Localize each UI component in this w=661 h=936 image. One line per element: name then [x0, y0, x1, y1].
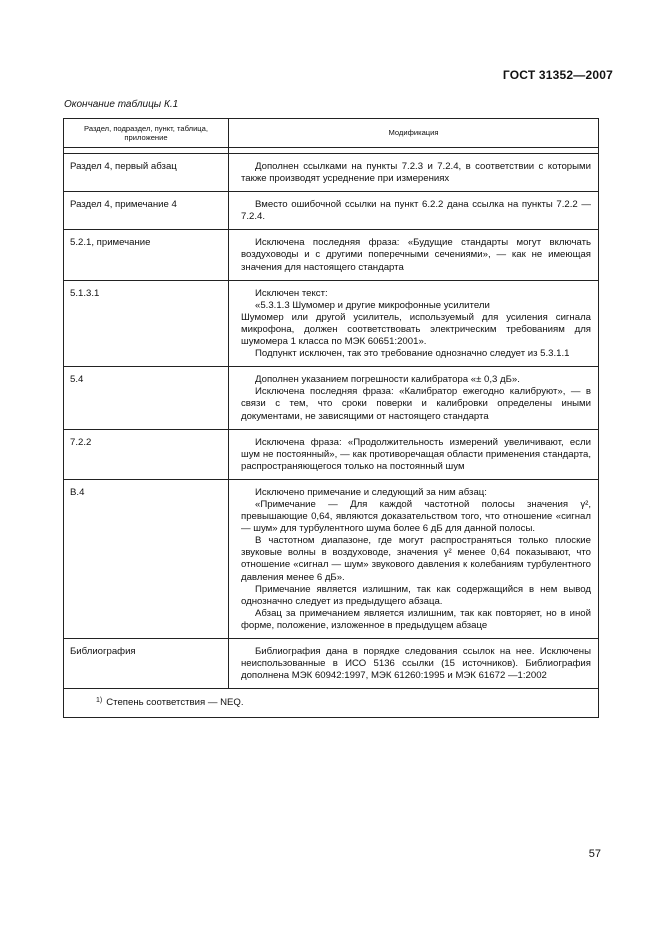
modification-cell — [229, 639, 599, 689]
section-cell: В.4 — [64, 479, 229, 638]
modification-cell — [229, 192, 599, 230]
table-row — [64, 479, 599, 638]
modification-paragraph: Исключена фраза: «Продолжительность измерений увеличивают, если шум не постоянный», — как противоречащая области применения стандарта, распространяющегося только на постоянный шум — [241, 436, 591, 472]
table-row — [64, 367, 599, 429]
modification-paragraph: «5.3.1.3 Шумомер и другие микрофонные усилители — [255, 299, 490, 311]
table-caption: Окончание таблицы К.1 — [64, 99, 179, 110]
modification-cell — [229, 230, 599, 280]
section-cell: Раздел 4, первый абзац — [64, 154, 229, 192]
footnote-cell — [64, 689, 599, 718]
section-cell: 5.1.3.1 — [64, 280, 229, 367]
table-row — [64, 639, 599, 689]
modifications-table — [63, 118, 599, 718]
section-cell: 5.4 — [64, 367, 229, 429]
footnote-mark: 1) — [96, 697, 103, 705]
column-header-section: Раздел, подраздел, пункт, таблица, приложение — [64, 119, 229, 148]
column-header-modification: Модификация — [229, 119, 599, 148]
modification-paragraph: Абзац за примечанием является излишним, так как повторяет, но в иной форме, положение, изложенное в предыдущем абзаце — [241, 607, 591, 631]
table-row — [64, 192, 599, 230]
modification-paragraph: «Примечание — Для каждой частотной полосы значения γ², превышающие 0,64, являются доказательством того, что отношение «сигнал — шум» для турбулентного шума более 6 дБ для данной полосы. — [241, 498, 591, 535]
document-header: ГОСТ 31352—2007 — [502, 68, 613, 82]
modification-cell — [229, 280, 599, 367]
modification-paragraph: Примечание является излишним, так как содержащийся в нем вывод однозначно следует из предыдущего абзаца. — [241, 583, 591, 607]
section-cell: Раздел 4, примечание 4 — [64, 192, 229, 230]
modification-paragraph: Исключена последняя фраза: «Калибратор ежегодно калибруют», — в связи с тем, что сроки поверки и калибровки определены иными документами, не зависящими от настоящего стандарта — [241, 386, 591, 422]
table-row — [64, 280, 599, 367]
modification-paragraph: Шумомер или другой усилитель, используемый для усиления сигнала микрофона, должен соответствовать электрическим требованиям для шумомера 1 класса по МЭК 60651:2001». — [241, 311, 591, 348]
modification-paragraph: Вместо ошибочной ссылки на пункт 6.2.2 дана ссылка на пункты 7.2.2 — 7.2.4. — [241, 199, 591, 223]
table-row — [64, 154, 599, 192]
modification-paragraph: Библиография дана в порядке следования ссылок на нее. Исключены неиспользованные в ИСО 5136 ссылки (15 источников). Библиография дополнена МЭК 60942:1997, МЭК 61260:1995 и МЭК 61672 —1:2002 — [241, 646, 591, 682]
page-number: 57 — [588, 848, 601, 860]
modification-paragraph: В частотном диапазоне, где могут распространяться только плоские звуковые волны в воздуховоде, значения γ² менее 0,64 показывают, что отношение «сигнал — шум» звукового давления к колебаниям турбулентного давления менее 6 дБ». — [241, 535, 591, 583]
section-cell: Библиография — [64, 639, 229, 689]
section-cell: 7.2.2 — [64, 429, 229, 479]
modification-paragraph: Дополнен указанием погрешности калибратора «± 0,3 дБ». — [255, 374, 520, 386]
modification-paragraph: Исключено примечание и следующий за ним абзац: — [255, 486, 487, 498]
table-row — [64, 429, 599, 479]
footnote-row — [64, 689, 599, 718]
section-cell: 5.2.1, примечание — [64, 230, 229, 280]
modification-cell — [229, 154, 599, 192]
modification-paragraph: Исключен текст: — [255, 287, 328, 299]
modification-paragraph: Подпункт исключен, так это требование однозначно следует из 5.3.1.1 — [255, 348, 570, 360]
modification-paragraph: Дополнен ссылками на пункты 7.2.3 и 7.2.4, в соответствии с которыми также производят усреднение при измерениях — [241, 161, 591, 185]
table-row — [64, 230, 599, 280]
modification-cell — [229, 479, 599, 638]
table-header-row — [64, 119, 599, 148]
modification-cell — [229, 367, 599, 429]
modification-cell — [229, 429, 599, 479]
modification-paragraph: Исключена последняя фраза: «Будущие стандарты могут включать воздуховоды и с другими поперечными сечениями», — как не имеющая значения для настоящего стандарта — [241, 237, 591, 273]
footnote-text: Степень соответствия — NEQ. — [106, 697, 244, 709]
